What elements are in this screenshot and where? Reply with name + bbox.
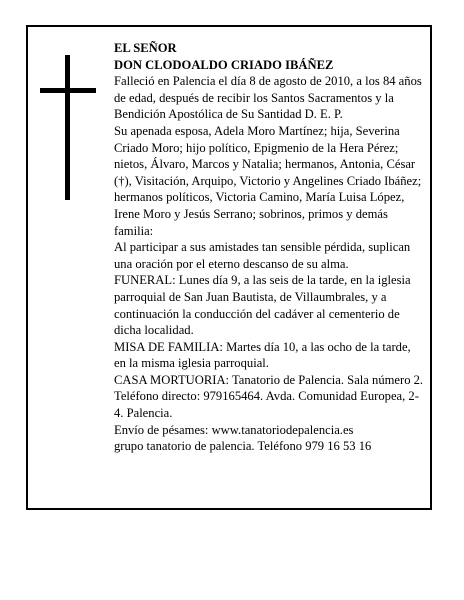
notice-text	[114, 40, 424, 455]
funeral-home-paragraph: CASA MORTUORIA: Tanatorio de Palencia. Sala número 2. Teléfono directo: 979165464. Avda. Comunidad Europea, 2-4. Palencia.	[114, 372, 424, 421]
deceased-name: DON CLODOALDO CRIADO IBÁÑEZ	[114, 57, 334, 72]
cross-horizontal-bar	[40, 88, 96, 93]
death-paragraph: Falleció en Palencia el día 8 de agosto de 2010, a los 84 años de edad, después de recibir los Santos Sacramentos y la Bendición Apostólica de Su Santidad D. E. P.	[114, 74, 422, 122]
family-mass-paragraph: MISA DE FAMILIA: Martes día 10, a las ocho de la tarde, en la misma iglesia parroquial.	[114, 339, 411, 371]
cross-vertical-bar	[65, 55, 70, 200]
family-paragraph: Su apenada esposa, Adela Moro Martínez; hija, Severina Criado Moro; hijo político, Epigmenio de la Hera Pérez; nietos, Álvaro, Marcos y Natalia; hermanos, Antonia, César (†), Visitación, Arquipo, Victorio y Angelines Criado Ibáñez; hermanos políticos, Victoria Camino, María Luisa López, Irene Moro y Jesús Serrano; sobrinos, primos y demás familia:	[114, 123, 422, 238]
obituary-notice	[26, 25, 432, 510]
funeral-paragraph: FUNERAL: Lunes día 9, a las seis de la tarde, en la iglesia parroquial de San Juan Bautista, de Villaumbrales, y a continuación la conducción del cadáver al cementerio de dicha localidad.	[114, 273, 411, 338]
request-paragraph: Al participar a sus amistades tan sensible pérdida, suplican una oración por el eterno descanso de su alma.	[114, 240, 411, 271]
cross-icon	[40, 55, 96, 200]
condolences-line: Envío de pésames: www.tanatoriodepalencia.es	[114, 422, 354, 437]
group-line: grupo tanatorio de palencia. Teléfono 979 16 53 16	[114, 439, 372, 454]
title-line-1: EL SEÑOR	[114, 41, 177, 55]
